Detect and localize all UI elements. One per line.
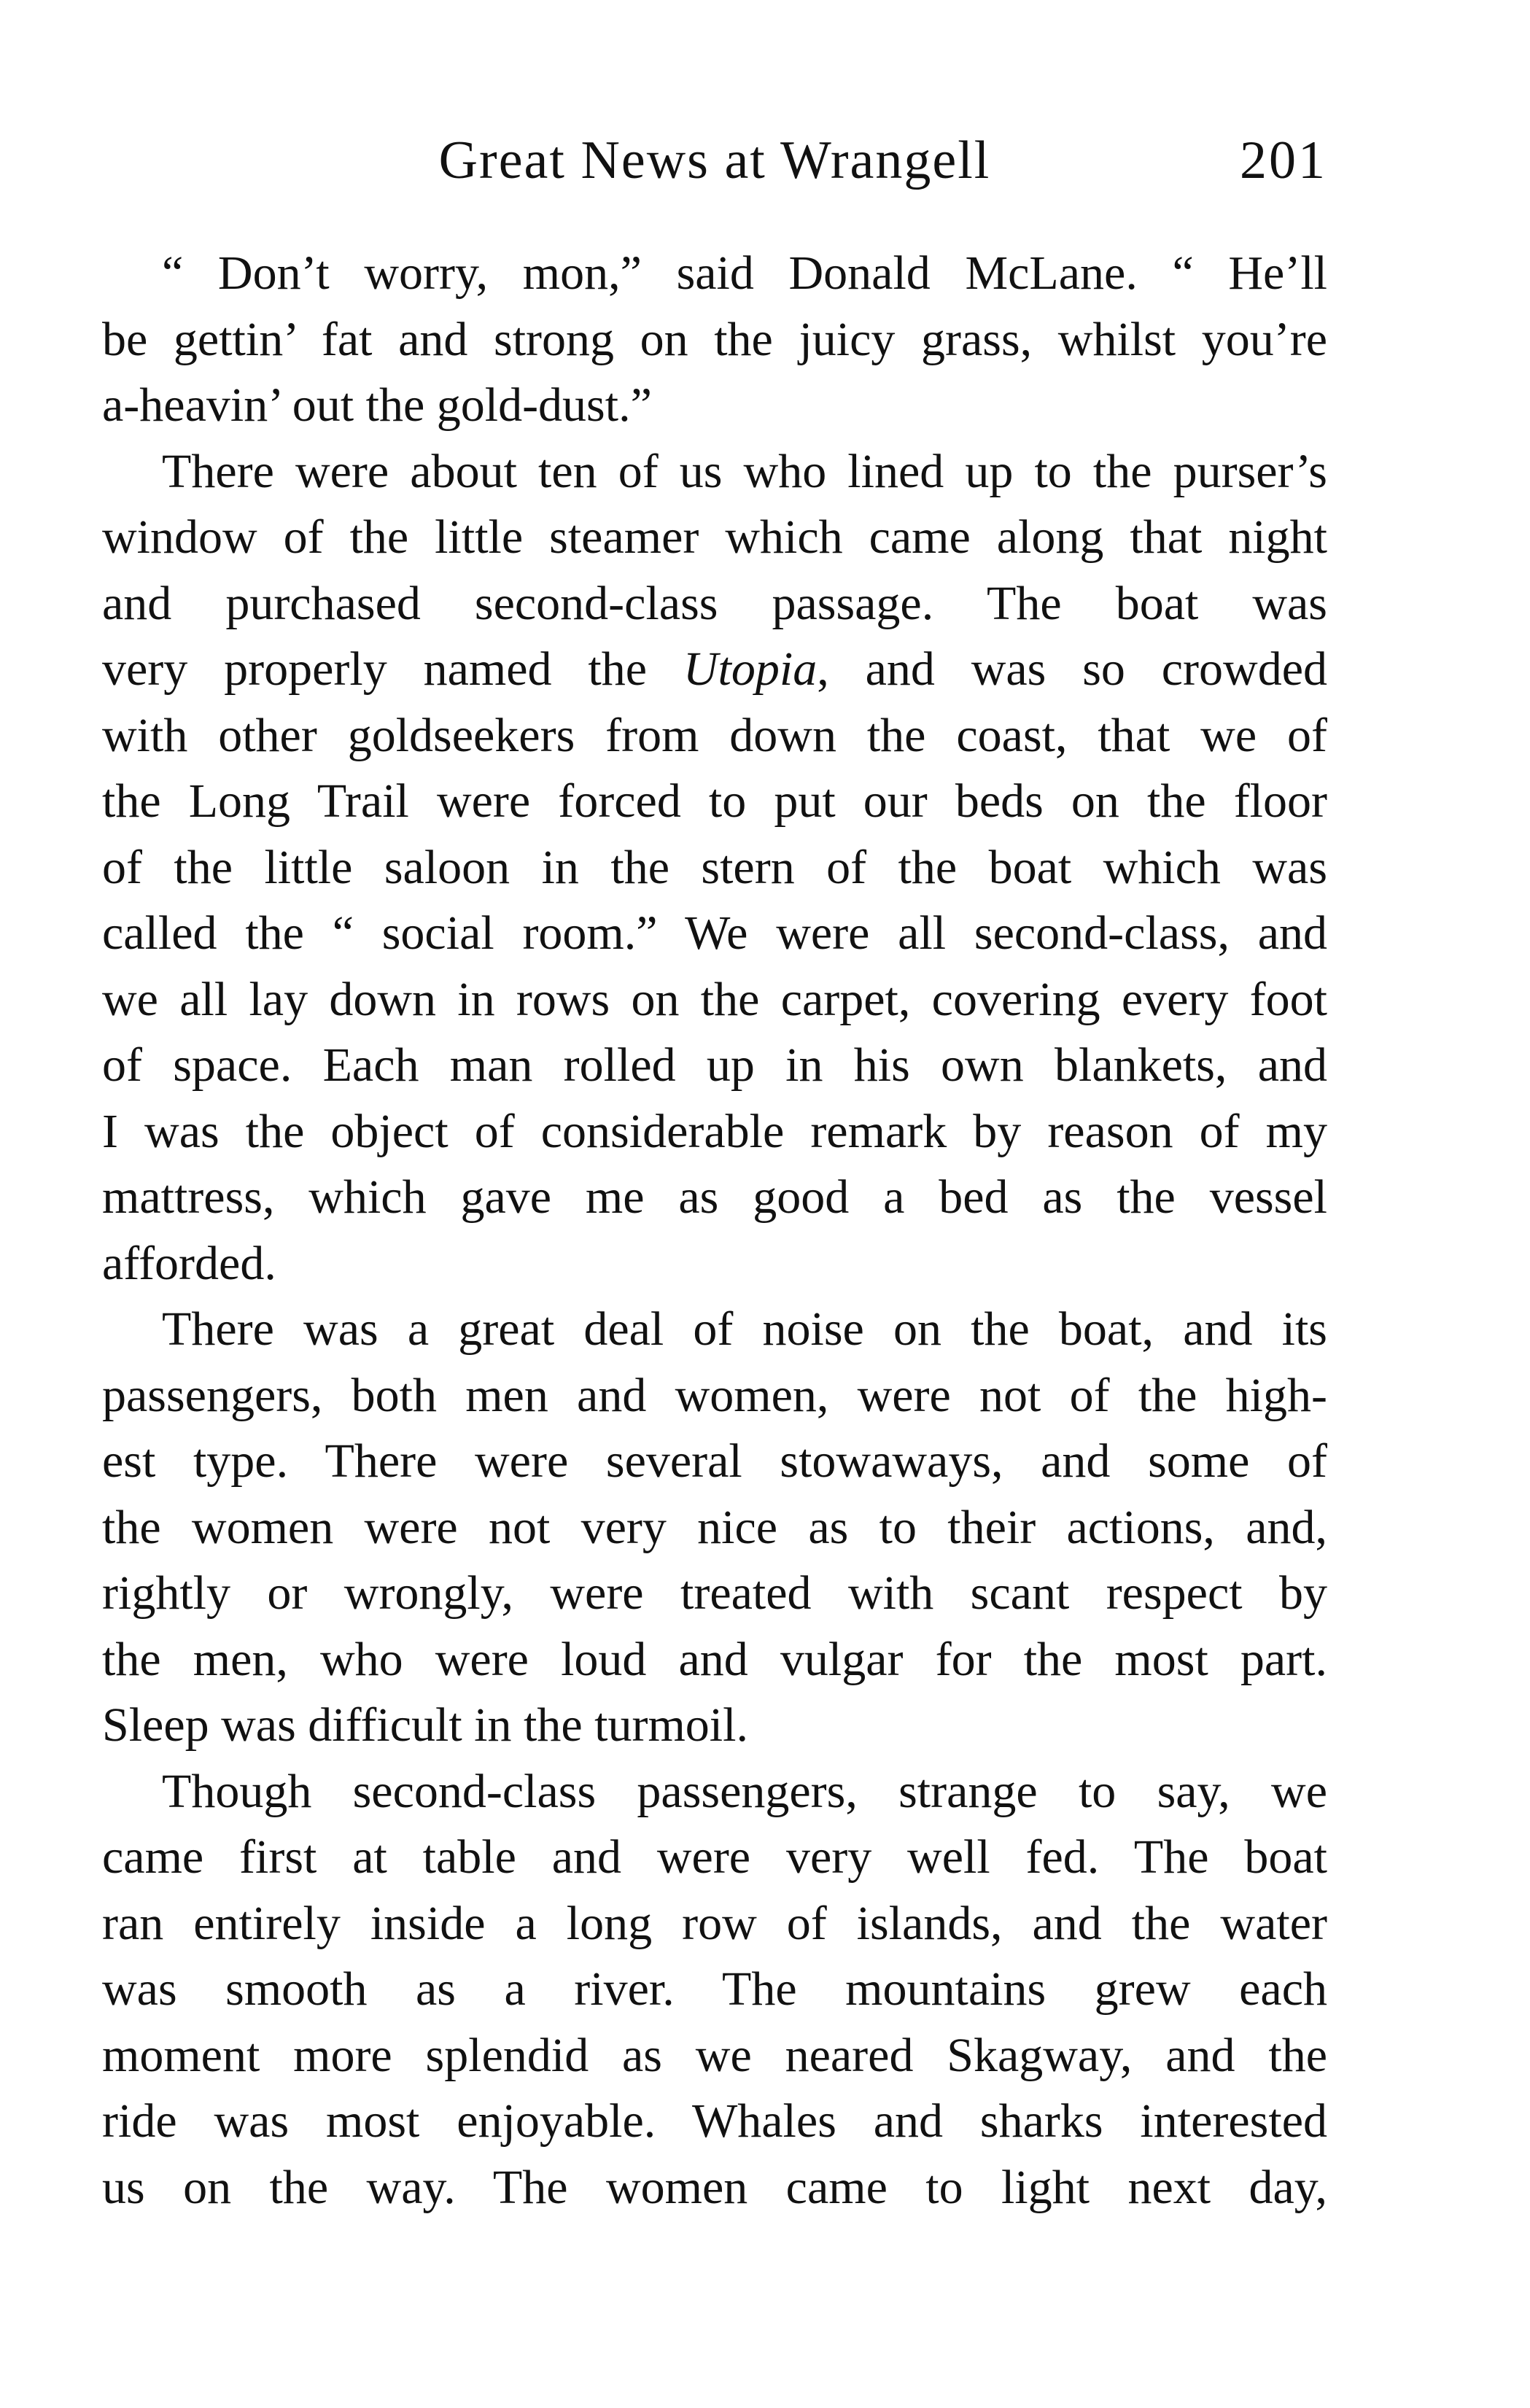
text-line: mattress, which gave me as good a bed as the vessel (102, 1170, 1327, 1224)
text-line: est type. There were several stowaways, and some of (102, 1434, 1327, 1488)
body-text (102, 241, 1327, 2221)
text-line: called the “ social room.” We were all second-class, and (102, 906, 1327, 960)
text-line: came first at table and were very well fed. The boat (102, 1830, 1327, 1884)
text-line: Though second-class passengers, strange to say, we (162, 1764, 1327, 1818)
text-line: Sleep was difficult in the turmoil. (102, 1698, 748, 1752)
text-line: of space. Each man rolled up in his own blankets, and (102, 1038, 1327, 1092)
paragraph-1 (102, 241, 1327, 439)
paragraph-4 (102, 1759, 1327, 2221)
text-line: rightly or wrongly, were treated with scant respect by (102, 1566, 1327, 1620)
text-line: I was the object of considerable remark by reason of my (102, 1104, 1327, 1158)
running-head (102, 124, 1327, 197)
chapter-running-title: Great News at Wrangell (438, 131, 991, 190)
text-line: There were about ten of us who lined up to the purser’s (162, 444, 1327, 498)
text-line: a-heavin’ out the gold-dust.” (102, 378, 652, 432)
text-line: There was a great deal of noise on the boat, and its (162, 1302, 1327, 1356)
text-line: us on the way. The women came to light next day, (102, 2160, 1327, 2214)
text-line: be gettin’ fat and strong on the juicy grass, whilst you’re (102, 312, 1327, 366)
text-line: window of the little steamer which came along that night (102, 510, 1327, 564)
text-line: moment more splendid as we neared Skagway, and the (102, 2028, 1327, 2082)
text-line: we all lay down in rows on the carpet, covering every foot (102, 972, 1327, 1026)
text-segment: very properly named the (102, 642, 683, 696)
page-number: 201 (1240, 131, 1327, 190)
text-line: the men, who were loud and vulgar for the most part. (102, 1632, 1327, 1686)
text-line: the women were not very nice as to their actions, and, (102, 1500, 1327, 1554)
paragraph-2 (102, 439, 1327, 1297)
text-line: was smooth as a river. The mountains grew each (102, 1962, 1327, 2016)
text-segment: , and was so crowded (817, 642, 1327, 696)
text-line-with-italic (102, 637, 1327, 703)
paragraph-3 (102, 1297, 1327, 1759)
text-line: ride was most enjoyable. Whales and sharks interested (102, 2094, 1327, 2148)
text-line: and purchased second-class passage. The boat was (102, 576, 1327, 630)
text-line: “ Don’t worry, mon,” said Donald McLane. “ He’ll (162, 246, 1327, 300)
text-line: passengers, both men and women, were not of the high- (102, 1368, 1327, 1422)
text-line: with other goldseekers from down the coast, that we of (102, 708, 1327, 762)
text-line: ran entirely inside a long row of islands, and the water (102, 1896, 1327, 1950)
text-line: afforded. (102, 1236, 276, 1290)
text-line: the Long Trail were forced to put our beds on the floor (102, 774, 1327, 828)
text-line: of the little saloon in the stern of the boat which was (102, 840, 1327, 894)
italic-ship-name: Utopia (683, 642, 818, 696)
